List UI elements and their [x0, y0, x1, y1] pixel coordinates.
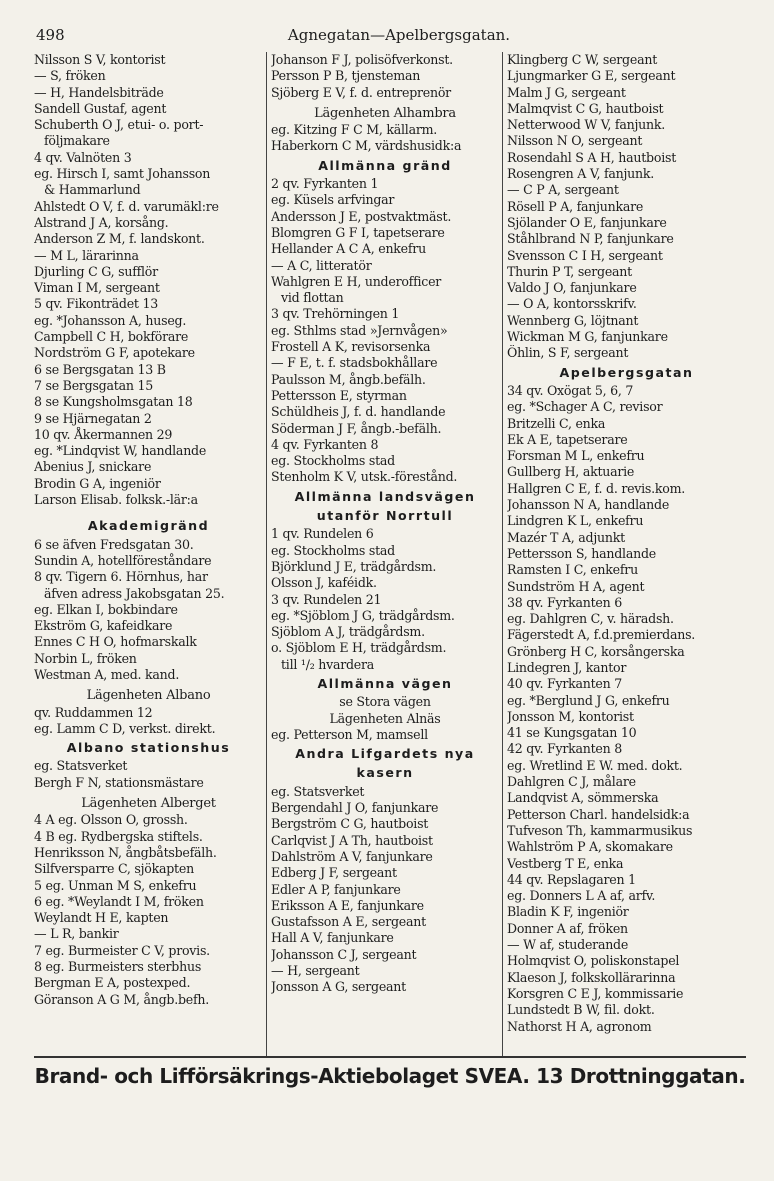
directory-entry: Britzelli C, enka	[507, 415, 606, 431]
directory-entry: 4 qv. Valnöten 3	[34, 149, 132, 165]
directory-entry: Rosendahl S A H, hautboist	[507, 149, 677, 165]
directory-entry: Svensson C I H, sergeant	[507, 247, 663, 263]
directory-entry: eg. *Johansson A, huseg.	[34, 312, 187, 328]
directory-entry: Göranson A G M, ångb.befh.	[34, 991, 210, 1007]
directory-entry: Ek A E, tapetserare	[507, 431, 628, 447]
directory-entry: Henriksson N, ångbåtsbefälh.	[34, 844, 217, 860]
section-heading: Lägenheten Alhambra	[314, 105, 456, 121]
directory-entry: Westman A, med. kand.	[34, 666, 180, 682]
directory-entry: till ¹/₂ hvardera	[281, 656, 375, 672]
directory-entry: äfven adress Jakobsgatan 25.	[44, 585, 225, 601]
directory-entry: eg. *Berglund J G, enkefru	[507, 692, 670, 708]
columns	[34, 52, 746, 1056]
directory-entry: eg. Hirsch I, samt Johansson	[34, 166, 211, 182]
directory-entry: 41 se Kungsgatan 10	[507, 725, 637, 741]
directory-entry: Gustafsson A E, sergeant	[271, 914, 426, 930]
directory-entry: 38 qv. Fyrkanten 6	[507, 594, 622, 610]
directory-entry: Persson P B, tjensteman	[271, 68, 421, 84]
directory-entry: Silfversparre C, sjökapten	[34, 861, 194, 877]
directory-entry: eg. *Lindqvist W, handlande	[34, 443, 207, 459]
directory-entry: — S, fröken	[34, 68, 106, 84]
directory-entry: Gullberg H, aktuarie	[507, 464, 635, 480]
directory-entry: 3 qv. Rundelen 21	[271, 591, 382, 607]
directory-entry: Nordström G F, apotekare	[34, 345, 195, 361]
directory-entry: Lundstedt B W, fil. dokt.	[507, 1002, 655, 1018]
directory-entry: eg. Dahlgren C, v. häradsh.	[507, 611, 674, 627]
directory-entry: Carlqvist J A Th, hautboist	[271, 832, 433, 848]
directory-entry: 34 qv. Oxögat 5, 6, 7	[507, 382, 634, 398]
directory-entry: eg. *Schager A C, revisor	[507, 399, 663, 415]
directory-entry: Ljungmarker G E, sergeant	[507, 68, 676, 84]
directory-entry: Alstrand J A, korsång.	[34, 214, 169, 230]
directory-entry: qv. Ruddammen 12	[34, 704, 153, 720]
section-heading: Akademigränd	[87, 518, 210, 534]
directory-entry: Larson Elisab. folksk.-lär:a	[34, 492, 198, 508]
directory-entry: Rösell P A, fanjunkare	[507, 198, 644, 214]
footer-advertisement: Brand- och Lifförsäkrings-Aktiebolaget SVEA. 13 Drottninggatan.	[34, 1064, 746, 1088]
directory-entry: 4 A eg. Olsson O, grossh.	[34, 812, 188, 828]
directory-entry: Grönberg H C, korsångerska	[507, 643, 685, 659]
page-number: 498	[36, 26, 65, 44]
column-3	[502, 52, 746, 1056]
directory-entry: Norbin L, fröken	[34, 650, 137, 666]
directory-entry: Björklund J E, trädgårdsm.	[271, 558, 437, 574]
directory-entry: Bergman E A, postexped.	[34, 975, 191, 991]
directory-entry: Ahlstedt O V, f. d. varumäkl:re	[34, 198, 219, 214]
directory-entry: 40 qv. Fyrkanten 7	[507, 676, 622, 692]
directory-entry: Söderman J F, ångb.-befälh.	[271, 420, 442, 436]
directory-entry: Ståhlbrand N P, fanjunkare	[507, 231, 674, 247]
directory-entry: Nilsson S V, kontorist	[34, 52, 166, 67]
directory-entry: Korsgren C E J, kommissarie	[507, 985, 684, 1001]
directory-entry: Pettersson S, handlande	[507, 545, 656, 561]
directory-entry: vid flottan	[281, 290, 344, 306]
directory-entry: o. Sjöblom E H, trädgårdsm.	[271, 640, 447, 656]
directory-entry: Anderson Z M, f. landskont.	[34, 231, 205, 247]
directory-entry: — H, Handelsbiträde	[34, 84, 164, 100]
page-header	[28, 24, 746, 52]
directory-entry: eg. Statsverket	[271, 783, 365, 799]
directory-entry: Campbell C H, bokförare	[34, 329, 189, 345]
directory-entry: Nathorst H A, agronom	[507, 1018, 652, 1034]
directory-entry: Sundin A, hotellföreståndare	[34, 552, 212, 568]
directory-entry: 5 eg. Unman M S, enkefru	[34, 877, 197, 893]
directory-entry: 6 eg. *Weylandt I M, fröken	[34, 893, 204, 909]
directory-entry: Tufveson Th, kammarmusikus	[507, 822, 693, 838]
directory-entry: 42 qv. Fyrkanten 8	[507, 741, 622, 757]
directory-entry: Blomgren G F I, tapetserare	[271, 224, 445, 240]
directory-entry: Nilsson N O, sergeant	[507, 133, 643, 149]
directory-entry: Thurin P T, sergeant	[507, 263, 632, 279]
directory-entry: Dahlgren C J, målare	[507, 774, 636, 790]
directory-entry: Schuberth O J, etui- o. port-	[34, 117, 204, 133]
directory-entry: 7 eg. Burmeister C V, provis.	[34, 942, 210, 958]
directory-entry: Dahlström A V, fanjunkare	[271, 848, 433, 864]
directory-entry: Paulsson M, ångb.befälh.	[271, 371, 426, 387]
spacer	[34, 508, 263, 515]
section-heading: Allmänna landsvägen	[294, 488, 476, 504]
directory-entry: 1 qv. Rundelen 6	[271, 526, 374, 542]
page-title: Agnegatan—Apelbergsgatan.	[287, 26, 511, 44]
directory-entry: Hallgren C E, f. d. revis.kom.	[507, 480, 686, 496]
directory-entry: 6 se Bergsgatan 13 B	[34, 361, 166, 377]
section-heading: utanför Norrtull	[316, 508, 454, 524]
directory-entry: Jonsson A G, sergeant	[271, 979, 406, 995]
directory-entry: Forsman M L, enkefru	[507, 448, 645, 464]
directory-entry: Holmqvist O, poliskonstapel	[507, 953, 680, 969]
directory-entry: Lindegren J, kantor	[507, 659, 627, 675]
directory-entry: Lägenheten Alnäs	[329, 710, 441, 726]
directory-entry: eg. *Sjöblom J G, trädgårdsm.	[271, 607, 455, 623]
directory-entry: 4 qv. Fyrkanten 8	[271, 436, 379, 452]
directory-entry: Eriksson A E, fanjunkare	[271, 897, 424, 913]
directory-entry: 10 qv. Åkermannen 29	[34, 426, 173, 442]
section-heading: Allmänna gränd	[318, 157, 452, 173]
directory-entry: Frostell A K, revisorsenka	[271, 339, 431, 355]
directory-entry: Djurling C G, sufflör	[34, 263, 158, 279]
directory-entry: Schüldheis J, f. d. handlande	[271, 404, 446, 420]
section-heading: kasern	[356, 765, 414, 781]
directory-entry: Sjöberg E V, f. d. entreprenör	[271, 84, 451, 100]
directory-entry: eg. Donners L A af, arfv.	[507, 888, 656, 904]
directory-entry: — A C, litteratör	[271, 257, 372, 273]
directory-entry: Netterwood W V, fanjunk.	[507, 117, 665, 133]
directory-entry: 8 se Kungsholmsgatan 18	[34, 394, 193, 410]
directory-entry: — C P A, sergeant	[507, 182, 619, 198]
directory-entry: Andersson J E, postvaktmäst.	[271, 208, 452, 224]
directory-entry: Johanson F J, polisöfverkonst.	[271, 52, 453, 67]
directory-entry: Abenius J, snickare	[34, 459, 152, 475]
directory-entry: Wahlgren E H, underofficer	[271, 273, 442, 289]
directory-entry: Ramsten I C, enkefru	[507, 562, 638, 578]
directory-entry: Malm J G, sergeant	[507, 84, 626, 100]
directory-entry: Valdo J O, fanjunkare	[507, 280, 637, 296]
directory-entry: Ennes C H O, hofmarskalk	[34, 634, 197, 650]
directory-entry: Hellander A C A, enkefru	[271, 241, 426, 257]
directory-entry: Olsson J, kaféidk.	[271, 575, 377, 591]
directory-entry: Bergh F N, stationsmästare	[34, 774, 204, 790]
directory-entry: Wickman M G, fanjunkare	[507, 329, 668, 345]
directory-entry: Wennberg G, löjtnant	[507, 312, 639, 328]
directory-entry: 9 se Hjärnegatan 2	[34, 410, 152, 426]
directory-entry: — W af, studerande	[507, 937, 629, 953]
directory-entry: Sundström H A, agent	[507, 578, 645, 594]
section-heading: Allmänna vägen	[317, 675, 453, 691]
directory-entry: Sjöblom A J, trädgårdsm.	[271, 624, 425, 640]
directory-entry: Mazér T A, adjunkt	[507, 529, 625, 545]
directory-entry: Lindgren K L, enkefru	[507, 513, 644, 529]
directory-entry: Klaeson J, folkskollärarinna	[507, 969, 676, 985]
directory-entry: Landqvist A, sömmerska	[507, 790, 659, 806]
directory-entry: 7 se Bergsgatan 15	[34, 377, 153, 393]
directory-entry: se Stora vägen	[339, 694, 431, 710]
directory-entry: Edberg J F, sergeant	[271, 865, 397, 881]
directory-entry: Rosengren A V, fanjunk.	[507, 166, 655, 182]
directory-entry: 44 qv. Repslagaren 1	[507, 871, 636, 887]
directory-entry: Malmqvist C G, hautboist	[507, 100, 664, 116]
directory-entry: eg. Petterson M, mamsell	[271, 726, 428, 742]
section-heading: Lägenheten Alberget	[81, 796, 216, 812]
directory-entry: — F E, t. f. stadsbokhållare	[271, 355, 438, 371]
directory-entry: Jonsson M, kontorist	[507, 708, 634, 724]
directory-entry: & Hammarlund	[44, 182, 141, 198]
directory-entry: Stenholm K V, utsk.-förestånd.	[271, 469, 458, 485]
section-heading: Lägenheten Albano	[86, 688, 211, 704]
directory-entry: Johansson N A, handlande	[507, 497, 670, 513]
directory-entry: Wahlström P A, skomakare	[507, 839, 673, 855]
directory-entry: 8 eg. Burmeisters sterbhus	[34, 959, 202, 975]
directory-entry: Brodin G A, ingeniör	[34, 475, 161, 491]
directory-entry: — O A, kontorsskrifv.	[507, 296, 637, 312]
section-heading: Albano stationshus	[66, 740, 231, 756]
column-2	[266, 52, 502, 1056]
directory-entry: Öhlin, S F, sergeant	[507, 345, 629, 361]
directory-entry: Klingberg C W, sergeant	[507, 52, 658, 67]
directory-entry: 3 qv. Trehörningen 1	[271, 306, 400, 322]
directory-entry: eg. Statsverket	[34, 758, 128, 774]
directory-entry: eg. Wretlind E W. med. dokt.	[507, 757, 683, 773]
directory-entry: 4 B eg. Rydbergska stiftels.	[34, 828, 203, 844]
directory-entry: eg. Kitzing F C M, källarm.	[271, 122, 438, 138]
directory-entry: Petterson Charl. handelsidk:a	[507, 806, 690, 822]
directory-entry: — M L, lärarinna	[34, 247, 139, 263]
directory-entry: Haberkorn C M, värdshusidk:a	[271, 138, 462, 154]
directory-entry: Ekström G, kafeidkare	[34, 618, 173, 634]
directory-entry: Pettersson E, styrman	[271, 387, 407, 403]
directory-entry: Weylandt H E, kapten	[34, 910, 169, 926]
directory-entry: 6 se äfven Fredsgatan 30.	[34, 536, 194, 552]
directory-entry: eg. Sthlms stad »Jernvågen»	[271, 322, 448, 338]
directory-entry: 8 qv. Tigern 6. Hörnhus, har	[34, 569, 208, 585]
directory-entry: eg. Elkan I, bokbindare	[34, 601, 178, 617]
directory-entry: eg. Küsels arfvingar	[271, 192, 395, 208]
directory-entry: eg. Lamm C D, verkst. direkt.	[34, 720, 216, 736]
directory-entry: Edler A P, fanjunkare	[271, 881, 401, 897]
directory-entry: Vestberg T E, enka	[507, 855, 624, 871]
directory-entry: Sandell Gustaf, agent	[34, 100, 167, 116]
directory-entry: Bergendahl J O, fanjunkare	[271, 800, 439, 816]
directory-entry: Bladin K F, ingeniör	[507, 904, 629, 920]
directory-entry: följmakare	[44, 133, 110, 149]
directory-entry: — L R, bankir	[34, 926, 119, 942]
section-heading: Apelbergsgatan	[559, 364, 694, 380]
directory-entry: 2 qv. Fyrkanten 1	[271, 176, 379, 192]
directory-entry: Bergström C G, hautboist	[271, 816, 429, 832]
directory-entry: Hall A V, fanjunkare	[271, 930, 394, 946]
directory-entry: Viman I M, sergeant	[34, 280, 160, 296]
directory-entry: Johansson C J, sergeant	[271, 946, 417, 962]
directory-entry: Sjölander O E, fanjunkare	[507, 214, 667, 230]
directory-entry: eg. Stockholms stad	[271, 453, 395, 469]
section-heading: Andra Lifgardets nya	[295, 746, 475, 762]
directory-entry: eg. Stockholms stad	[271, 542, 395, 558]
directory-entry: 5 qv. Fikonträdet 13	[34, 296, 158, 312]
footer-rule	[34, 1056, 746, 1058]
directory-entry: — H, sergeant	[271, 963, 360, 979]
directory-entry: Fägerstedt A, f.d.premierdans.	[507, 627, 696, 643]
column-1	[34, 52, 266, 1056]
directory-entry: Donner A af, fröken	[507, 920, 628, 936]
